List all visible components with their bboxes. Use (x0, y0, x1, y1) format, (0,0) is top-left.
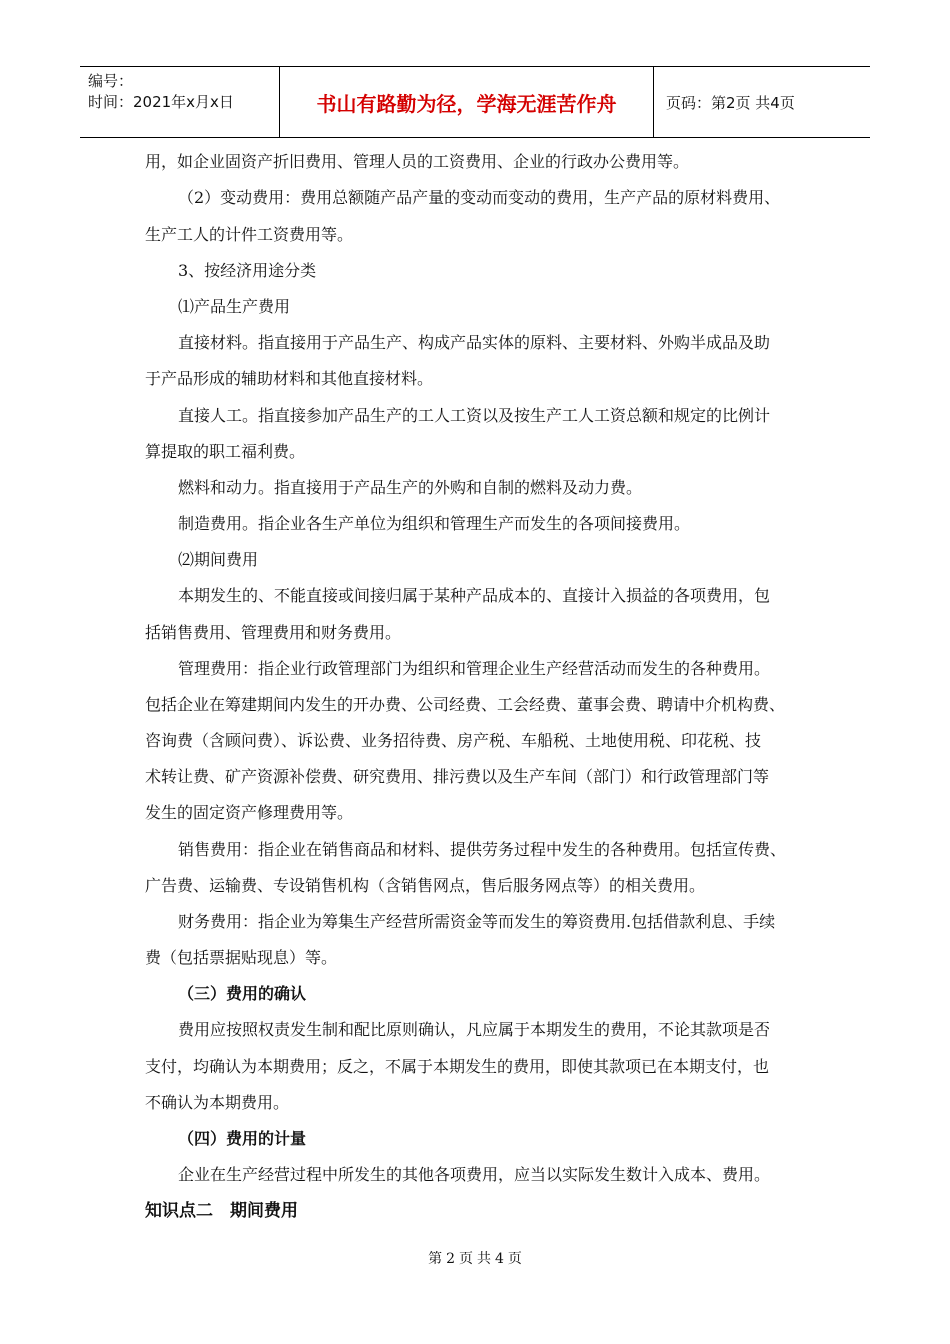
body-line: 直接材料。指直接用于产品生产、构成产品实体的原料、主要材料、外购半成品及助 (178, 333, 771, 352)
body-line: 于产品形成的辅助材料和其他直接材料。 (145, 369, 434, 388)
footer-page-number: 2 (446, 1251, 455, 1267)
body-line: 财务费用：指企业为筹集生产经营所需资金等而发生的筹资费用.包括借款利息、手续 (178, 912, 776, 931)
footer-gong: 共 (477, 1251, 491, 1267)
body-line: 算提取的职工福利费。 (145, 442, 306, 461)
footer-total-pages: 4 (495, 1251, 504, 1267)
body-line: 生产工人的计件工资费用等。 (145, 225, 354, 244)
body-line: 广告费、运输费、专设销售机构（含销售网点，售后服务网点等）的相关费用。 (145, 876, 706, 895)
body-line: 费用应按照权责发生制和配比原则确认，凡应属于本期发生的费用，不论其款项是否 (178, 1020, 771, 1039)
subsection-heading: ⑴产品生产费用 (178, 297, 291, 316)
footer-di: 第 (428, 1251, 443, 1267)
body-line: 支付，均确认为本期费用；反之，不属于本期发生的费用，即使其款项已在本期支付，也 (145, 1057, 770, 1076)
section-heading: 3、按经济用途分类 (178, 261, 317, 280)
document-number-label: 编号： (88, 72, 134, 90)
body-line: 销售费用：指企业在销售商品和材料、提供劳务过程中发生的各种费用。包括宣传费、 (178, 840, 787, 859)
header-motto: 书山有路勤为径，学海无涯苦作舟 (280, 67, 654, 137)
header-meta-cell (80, 67, 280, 137)
footer-ye-2: 页 (507, 1251, 522, 1267)
page-header-table (80, 66, 870, 138)
body-line: 术转让费、矿产资源补偿费、研究费用、排污费以及生产车间（部门）和行政管理部门等 (145, 767, 770, 786)
body-line: 制造费用。指企业各生产单位为组织和管理生产而发生的各项间接费用。 (178, 514, 691, 533)
page-footer (0, 1248, 950, 1268)
body-line: 费（包括票据贴现息）等。 (145, 948, 338, 967)
section-heading-expense-recognition: （三）费用的确认 (178, 984, 307, 1003)
body-line: 直接人工。指直接参加产品生产的工人工资以及按生产工人工资总额和规定的比例计 (178, 406, 771, 425)
body-line: 燃料和动力。指直接用于产品生产的外购和自制的燃料及动力费。 (178, 478, 643, 497)
document-time-label: 时间：2021年x月x日 (88, 93, 234, 111)
body-line: 咨询费（含顾问费）、诉讼费、业务招待费、房产税、车船税、土地使用税、印花税、技 (145, 731, 762, 750)
body-line: 发生的固定资产修理费用等。 (145, 803, 354, 822)
body-line: 不确认为本期费用。 (145, 1093, 290, 1112)
body-line: 管理费用：指企业行政管理部门为组织和管理企业生产经营活动而发生的各种费用。 (178, 659, 771, 678)
footer-ye: 页 (459, 1251, 473, 1267)
body-line: 括销售费用、管理费用和财务费用。 (145, 623, 402, 642)
body-line: 企业在生产经营过程中所发生的其他各项费用，应当以实际发生数计入成本、费用。 (178, 1165, 771, 1184)
header-page-info: 页码：第2页 共4页 (666, 93, 795, 112)
knowledge-point-heading: 知识点二 期间费用 (145, 1201, 298, 1221)
body-line: 包括企业在筹建期间内发生的开办费、公司经费、工会经费、董事会费、聘请中介机构费、 (145, 695, 786, 714)
subsection-heading: ⑵期间费用 (178, 550, 259, 569)
body-line: 用，如企业固资产折旧费用、管理人员的工资费用、企业的行政办公费用等。 (145, 152, 690, 171)
body-line: （2）变动费用：费用总额随产品产量的变动而变动的费用，生产产品的原材料费用、 (178, 188, 781, 207)
section-heading-expense-measurement: （四）费用的计量 (178, 1129, 307, 1148)
body-line: 本期发生的、不能直接或间接归属于某种产品成本的、直接计入损益的各项费用，包 (178, 586, 771, 605)
